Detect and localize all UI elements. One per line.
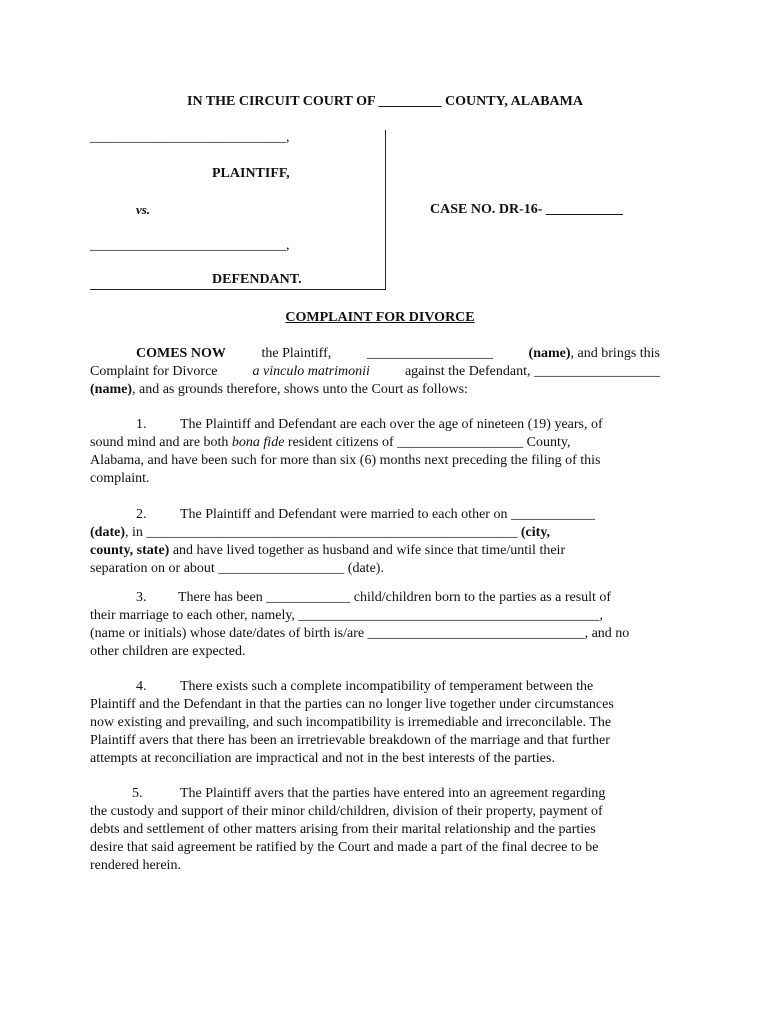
- intro-paragraph: COMES NOW the Plaintiff, __________________ (name), and brings this Complaint for Divorce a vinculo matrimonii against the Defendant, __________________ (name), and as grounds therefore, shows unto the Court as follows:: [90, 346, 660, 397]
- paragraph-1: 1. The Plaintiff and Defendant are each over the age of nineteen (19) years, of sound mind and are both bona fide resident citizens of __________________ County, Alabama, and have been such for more than six (6) months next preceding the filing of this complaint.: [90, 417, 603, 486]
- paragraph-number: 4.: [136, 679, 147, 694]
- plaintiff-label: PLAINTIFF,: [212, 166, 290, 181]
- court-header: IN THE CIRCUIT COURT OF _________ COUNTY, ALABAMA: [187, 94, 583, 109]
- paragraph-4: 4. There exists such a complete incompatibility of temperament between the Plaintiff and the Defendant in that the parties can no longer live together under circumstances now existing and prevailing, and such incompatibility is irremediable and irreconcilable. The Plaintiff avers that there has been an irretrievable breakdown of the marriage and that further attempts at reconciliation are impractical and not in the best interests of the parties.: [90, 679, 614, 766]
- paragraph-number: 3.: [136, 590, 147, 605]
- defendant-label: DEFENDANT.: [212, 272, 302, 287]
- paragraph-number: 1.: [136, 417, 147, 432]
- paragraph-number: 2.: [136, 507, 147, 522]
- comes-now-text: COMES NOW: [136, 346, 226, 361]
- caption-divider: [385, 130, 386, 290]
- paragraph-3: 3. There has been ____________ child/children born to the parties as a result of their marriage to each other, namely, ___________________________________________, (name or initials) whose date/dates of birth is/are _______________________________, and no other children are expected.: [90, 590, 630, 659]
- plaintiff-name-blank-inline: __________________: [366, 346, 493, 361]
- case-number: CASE NO. DR-16- ___________: [430, 202, 623, 217]
- plaintiff-name-blank: ____________________________,: [90, 130, 290, 145]
- paragraph-5: 5. The Plaintiff avers that the parties have entered into an agreement regarding the custody and support of their minor child/children, division of their property, payment of debts and settlement of other matters arising from their marital relationship and the parties desire that said agreement be ratified by the Court and made a part of the final decree to be rendered herein.: [90, 786, 606, 873]
- vs-label: vs.: [136, 202, 151, 217]
- caption-bottom-rule: [90, 289, 386, 290]
- paragraph-number: 5.: [132, 786, 143, 801]
- paragraph-2: 2. The Plaintiff and Defendant were married to each other on ____________ (date), in _____________________________________________________ (city, county, state) and have lived together as husband and wife since that time/until their separation on or about __________________ (date).: [90, 507, 595, 576]
- document-title: COMPLAINT FOR DIVORCE: [285, 310, 475, 325]
- defendant-name-blank: ____________________________,: [90, 238, 290, 253]
